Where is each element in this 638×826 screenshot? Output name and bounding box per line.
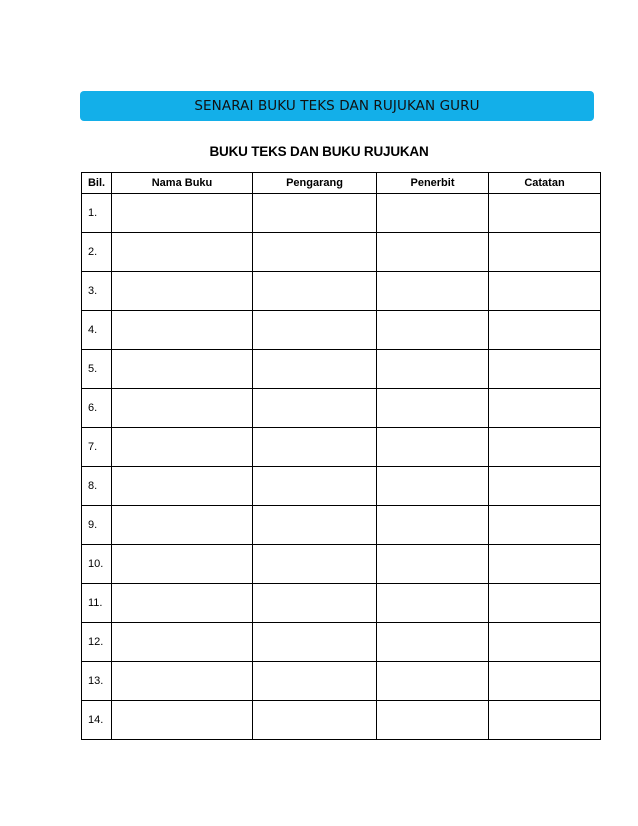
- header-pengarang: Pengarang: [253, 173, 377, 194]
- cell-nama-buku: [112, 545, 253, 584]
- table-row: [82, 545, 601, 584]
- table-row: [82, 584, 601, 623]
- cell-penerbit: [377, 623, 489, 662]
- table-row: [82, 233, 601, 272]
- page-subtitle: BUKU TEKS DAN BUKU RUJUKAN: [209, 144, 429, 159]
- row-number: 5.: [82, 350, 112, 389]
- cell-nama-buku: [112, 272, 253, 311]
- table-body: [82, 194, 601, 740]
- row-number: 1.: [82, 194, 112, 233]
- cell-nama-buku: [112, 506, 253, 545]
- table-row: [82, 623, 601, 662]
- header-penerbit: Penerbit: [377, 173, 489, 194]
- table-row: [82, 389, 601, 428]
- cell-catatan: [489, 311, 601, 350]
- title-banner: [80, 91, 594, 121]
- row-number: 6.: [82, 389, 112, 428]
- cell-penerbit: [377, 467, 489, 506]
- cell-nama-buku: [112, 311, 253, 350]
- cell-penerbit: [377, 506, 489, 545]
- cell-catatan: [489, 272, 601, 311]
- cell-penerbit: [377, 272, 489, 311]
- cell-pengarang: [253, 701, 377, 740]
- cell-pengarang: [253, 584, 377, 623]
- row-number: 4.: [82, 311, 112, 350]
- cell-catatan: [489, 194, 601, 233]
- cell-penerbit: [377, 701, 489, 740]
- cell-catatan: [489, 701, 601, 740]
- row-number: 3.: [82, 272, 112, 311]
- cell-penerbit: [377, 194, 489, 233]
- cell-nama-buku: [112, 584, 253, 623]
- cell-pengarang: [253, 233, 377, 272]
- book-list-table: [81, 172, 601, 740]
- header-catatan: Catatan: [489, 173, 601, 194]
- cell-penerbit: [377, 389, 489, 428]
- table-row: [82, 350, 601, 389]
- table-row: [82, 662, 601, 701]
- row-number: 2.: [82, 233, 112, 272]
- cell-penerbit: [377, 545, 489, 584]
- cell-nama-buku: [112, 467, 253, 506]
- header-bil: Bil.: [82, 173, 112, 194]
- cell-penerbit: [377, 584, 489, 623]
- table-row: [82, 272, 601, 311]
- row-number: 12.: [82, 623, 112, 662]
- cell-nama-buku: [112, 701, 253, 740]
- cell-catatan: [489, 662, 601, 701]
- cell-penerbit: [377, 428, 489, 467]
- cell-pengarang: [253, 545, 377, 584]
- cell-catatan: [489, 350, 601, 389]
- table-row: [82, 701, 601, 740]
- cell-penerbit: [377, 311, 489, 350]
- cell-nama-buku: [112, 194, 253, 233]
- cell-catatan: [489, 428, 601, 467]
- table-row: [82, 194, 601, 233]
- cell-catatan: [489, 623, 601, 662]
- cell-pengarang: [253, 467, 377, 506]
- row-number: 14.: [82, 701, 112, 740]
- cell-nama-buku: [112, 233, 253, 272]
- cell-pengarang: [253, 389, 377, 428]
- cell-nama-buku: [112, 389, 253, 428]
- cell-pengarang: [253, 506, 377, 545]
- table-row: [82, 311, 601, 350]
- cell-penerbit: [377, 350, 489, 389]
- table-header-row: [82, 173, 601, 194]
- table-row: [82, 467, 601, 506]
- cell-pengarang: [253, 272, 377, 311]
- row-number: 13.: [82, 662, 112, 701]
- cell-pengarang: [253, 350, 377, 389]
- cell-catatan: [489, 506, 601, 545]
- cell-catatan: [489, 467, 601, 506]
- cell-penerbit: [377, 662, 489, 701]
- cell-nama-buku: [112, 662, 253, 701]
- banner-title: SENARAI BUKU TEKS DAN RUJUKAN GURU: [194, 98, 480, 114]
- row-number: 10.: [82, 545, 112, 584]
- cell-nama-buku: [112, 623, 253, 662]
- row-number: 9.: [82, 506, 112, 545]
- cell-penerbit: [377, 233, 489, 272]
- cell-pengarang: [253, 662, 377, 701]
- cell-pengarang: [253, 428, 377, 467]
- cell-pengarang: [253, 194, 377, 233]
- table-row: [82, 428, 601, 467]
- row-number: 7.: [82, 428, 112, 467]
- cell-pengarang: [253, 623, 377, 662]
- row-number: 8.: [82, 467, 112, 506]
- header-nama-buku: Nama Buku: [112, 173, 253, 194]
- cell-nama-buku: [112, 428, 253, 467]
- cell-catatan: [489, 584, 601, 623]
- table-row: [82, 506, 601, 545]
- cell-catatan: [489, 233, 601, 272]
- cell-pengarang: [253, 311, 377, 350]
- cell-catatan: [489, 545, 601, 584]
- row-number: 11.: [82, 584, 112, 623]
- cell-catatan: [489, 389, 601, 428]
- cell-nama-buku: [112, 350, 253, 389]
